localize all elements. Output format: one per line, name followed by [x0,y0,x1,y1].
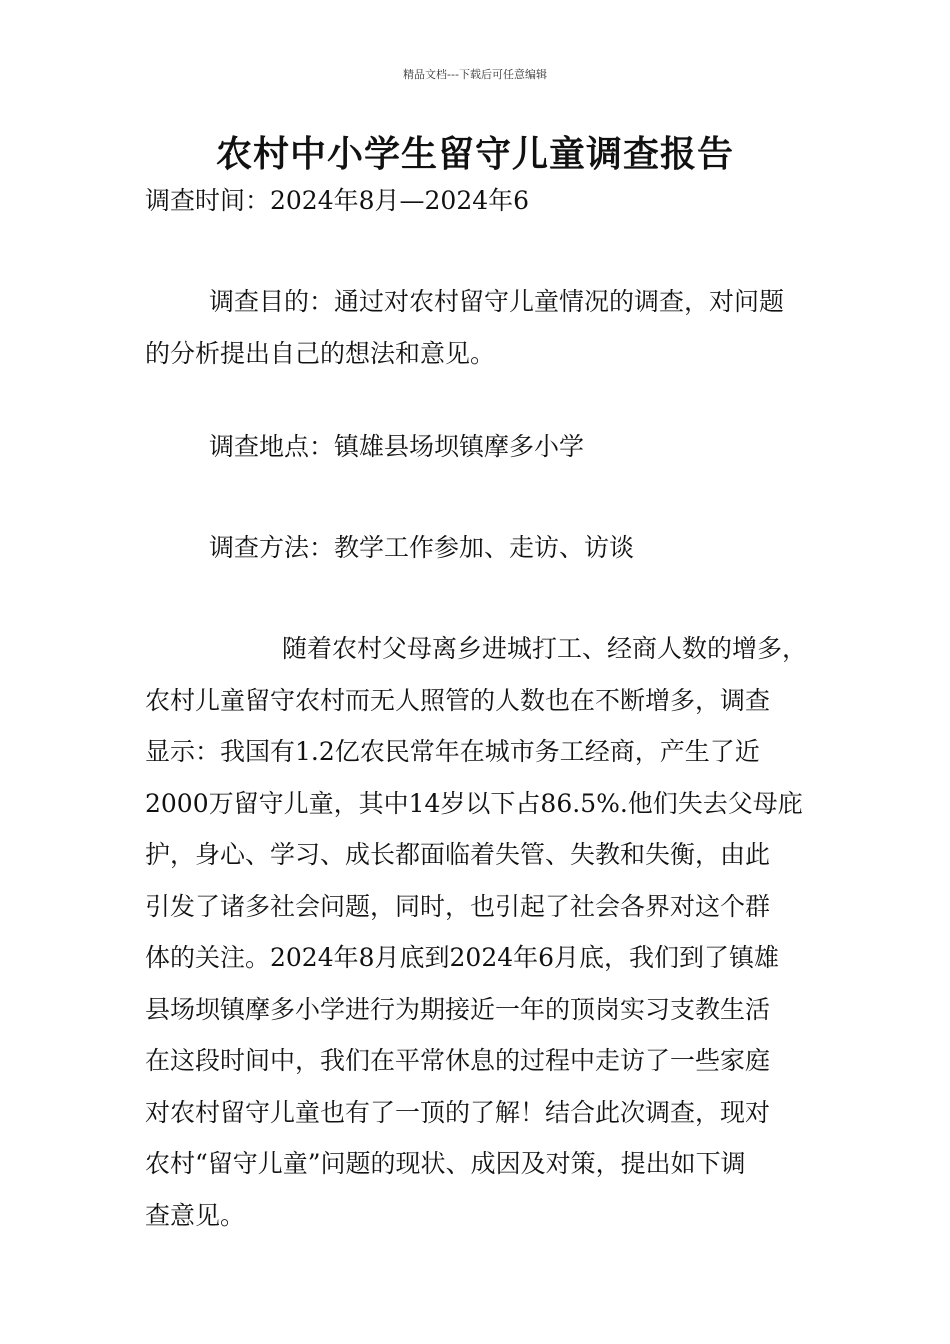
survey-method: 调查方法：教学工作参加、走访、访谈 [209,533,635,562]
survey-time: 调查时间：2024年8月—2024年6 [145,186,530,215]
body-line: 2000万留守儿童，其中14岁以下占86.5%.他们失去父母庇 [145,788,803,818]
body-line: 引发了诸多社会问题，同时，也引起了社会各界对这个群 [145,891,771,921]
body-line: 体的关注。2024年8月底到2024年6月底，我们到了镇雄 [145,943,780,972]
body-line: 农村“留守儿童”问题的现状、成因及对策，提出如下调 [145,1149,746,1178]
body-line: 护，身心、学习、成长都面临着失管、失教和失衡，由此 [145,840,771,869]
purpose-line: 的分析提出自己的想法和意见。 [145,338,496,368]
body-paragraph [145,623,825,1241]
body-line: 在这段时间中，我们在平常休息的过程中走访了一些家庭 [145,1046,771,1075]
survey-location: 调查地点：镇雄县场坝镇摩多小学 [209,432,585,461]
body-line: 显示：我国有1.2亿农民常年在城市务工经商，产生了近 [145,737,760,766]
purpose-line: 调查目的：通过对农村留守儿童情况的调查，对问题 [209,287,785,316]
body-line: 查意见。 [145,1200,246,1230]
body-line: 对农村留守儿童也有了一顶的了解！结合此次调查，现对 [145,1097,771,1127]
body-line: 随着农村父母离乡进城打工、经商人数的增多， [282,634,808,663]
header-note: 精品文档---下载后可任意编辑 [403,68,547,81]
page-title: 农村中小学生留守儿童调查报告 [215,134,734,175]
body-line: 县场坝镇摩多小学进行为期接近一年的顶岗实习支教生活 [145,994,771,1024]
survey-purpose [145,276,825,379]
body-line: 农村儿童留守农村而无人照管的人数也在不断增多，调查 [145,685,771,715]
